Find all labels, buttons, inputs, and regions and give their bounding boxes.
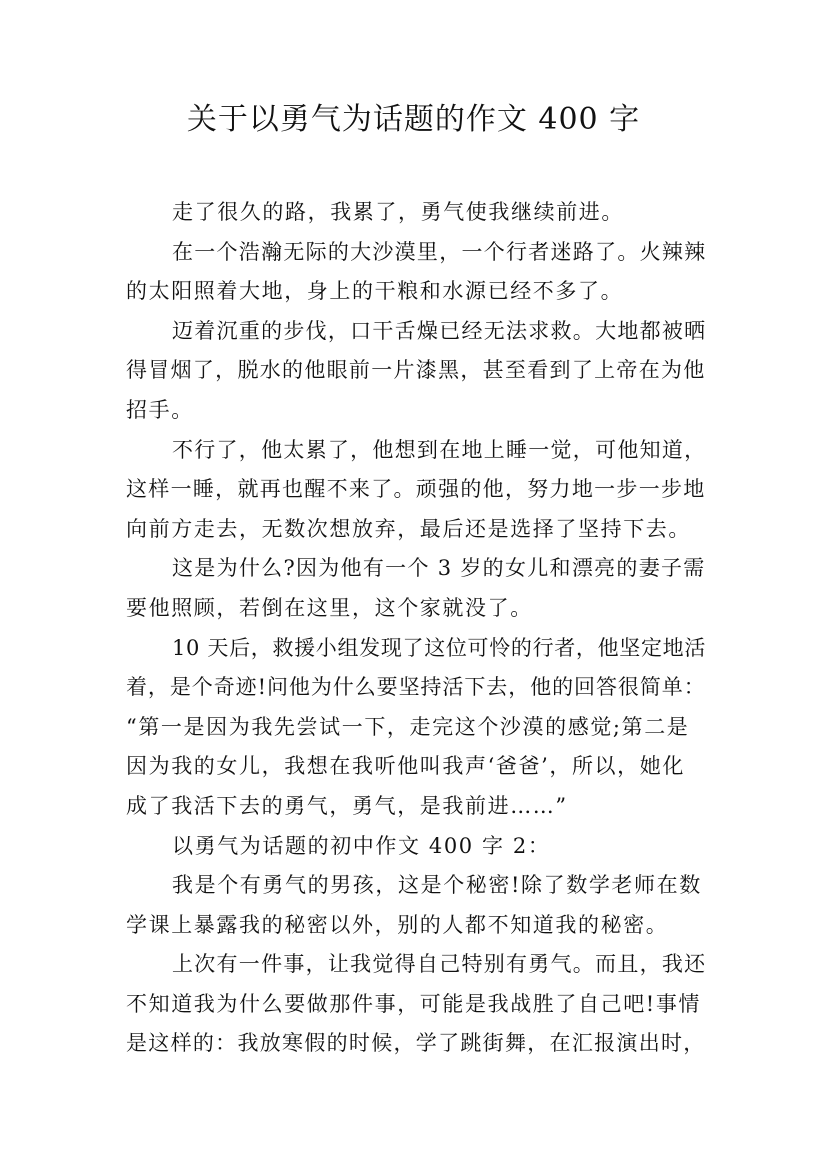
text-line: 这样一睡，就再也醒不来了。顽强的他，努力地一步一步地 [126, 477, 706, 502]
document-body [126, 193, 706, 1064]
text-line: 得冒烟了，脱水的他眼前一片漆黑，甚至看到了上帝在为他 [126, 358, 706, 383]
text-line: 迈着沉重的步伐，口干舌燥已经无法求救。大地都被晒 [172, 318, 707, 343]
text-line: 我是个有勇气的男孩，这是个秘密!除了数学老师在数 [172, 873, 702, 898]
text-line: 上次有一件事，让我觉得自己特别有勇气。而且，我还 [172, 952, 707, 977]
text-line: 学课上暴露我的秘密以外，别的人都不知道我的秘密。 [126, 912, 669, 937]
text-line: 以勇气为话题的初中作文 400 字 2： [172, 833, 551, 858]
document-title: 关于以勇气为话题的作文 400 字 [186, 102, 641, 137]
text-line: 10 天后，救援小组发现了这位可怜的行者，他坚定地活 [172, 635, 706, 660]
text-line: 招手。 [126, 397, 194, 422]
text-line: 着，是个奇迹!问他为什么要坚持活下去，他的回答很简单： [126, 675, 706, 700]
text-line: 成了我活下去的勇气，勇气，是我前进……” [126, 793, 568, 818]
text-line: 在一个浩瀚无际的大沙漠里，一个行者迷路了。火辣辣 [172, 239, 707, 264]
text-line: 走了很久的路，我累了，勇气使我继续前进。 [172, 200, 624, 224]
text-line: 不行了，他太累了，他想到在地上睡一觉，可他知道， [172, 437, 707, 462]
text-line: 因为我的女儿，我想在我听他叫我声‘爸爸’，所以，她化 [126, 754, 685, 779]
text-line: “第一是因为我先尝试一下，走完这个沙漠的感觉;第二是 [126, 714, 690, 739]
text-line: 的太阳照着大地，身上的干粮和水源已经不多了。 [126, 279, 624, 304]
text-line: 这是为什么?因为他有一个 3 岁的女儿和漂亮的妻子需 [172, 556, 706, 581]
text-line: 向前方走去，无数次想放弃，最后还是选择了坚持下去。 [126, 516, 691, 541]
text-line: 不知道我为什么要做那件事，可能是我战胜了自己吧!事情 [126, 991, 702, 1016]
text-line: 要他照顾，若倒在这里，这个家就没了。 [126, 595, 533, 620]
text-line: 是这样的：我放寒假的时候，学了跳街舞，在汇报演出时， [126, 1031, 706, 1056]
